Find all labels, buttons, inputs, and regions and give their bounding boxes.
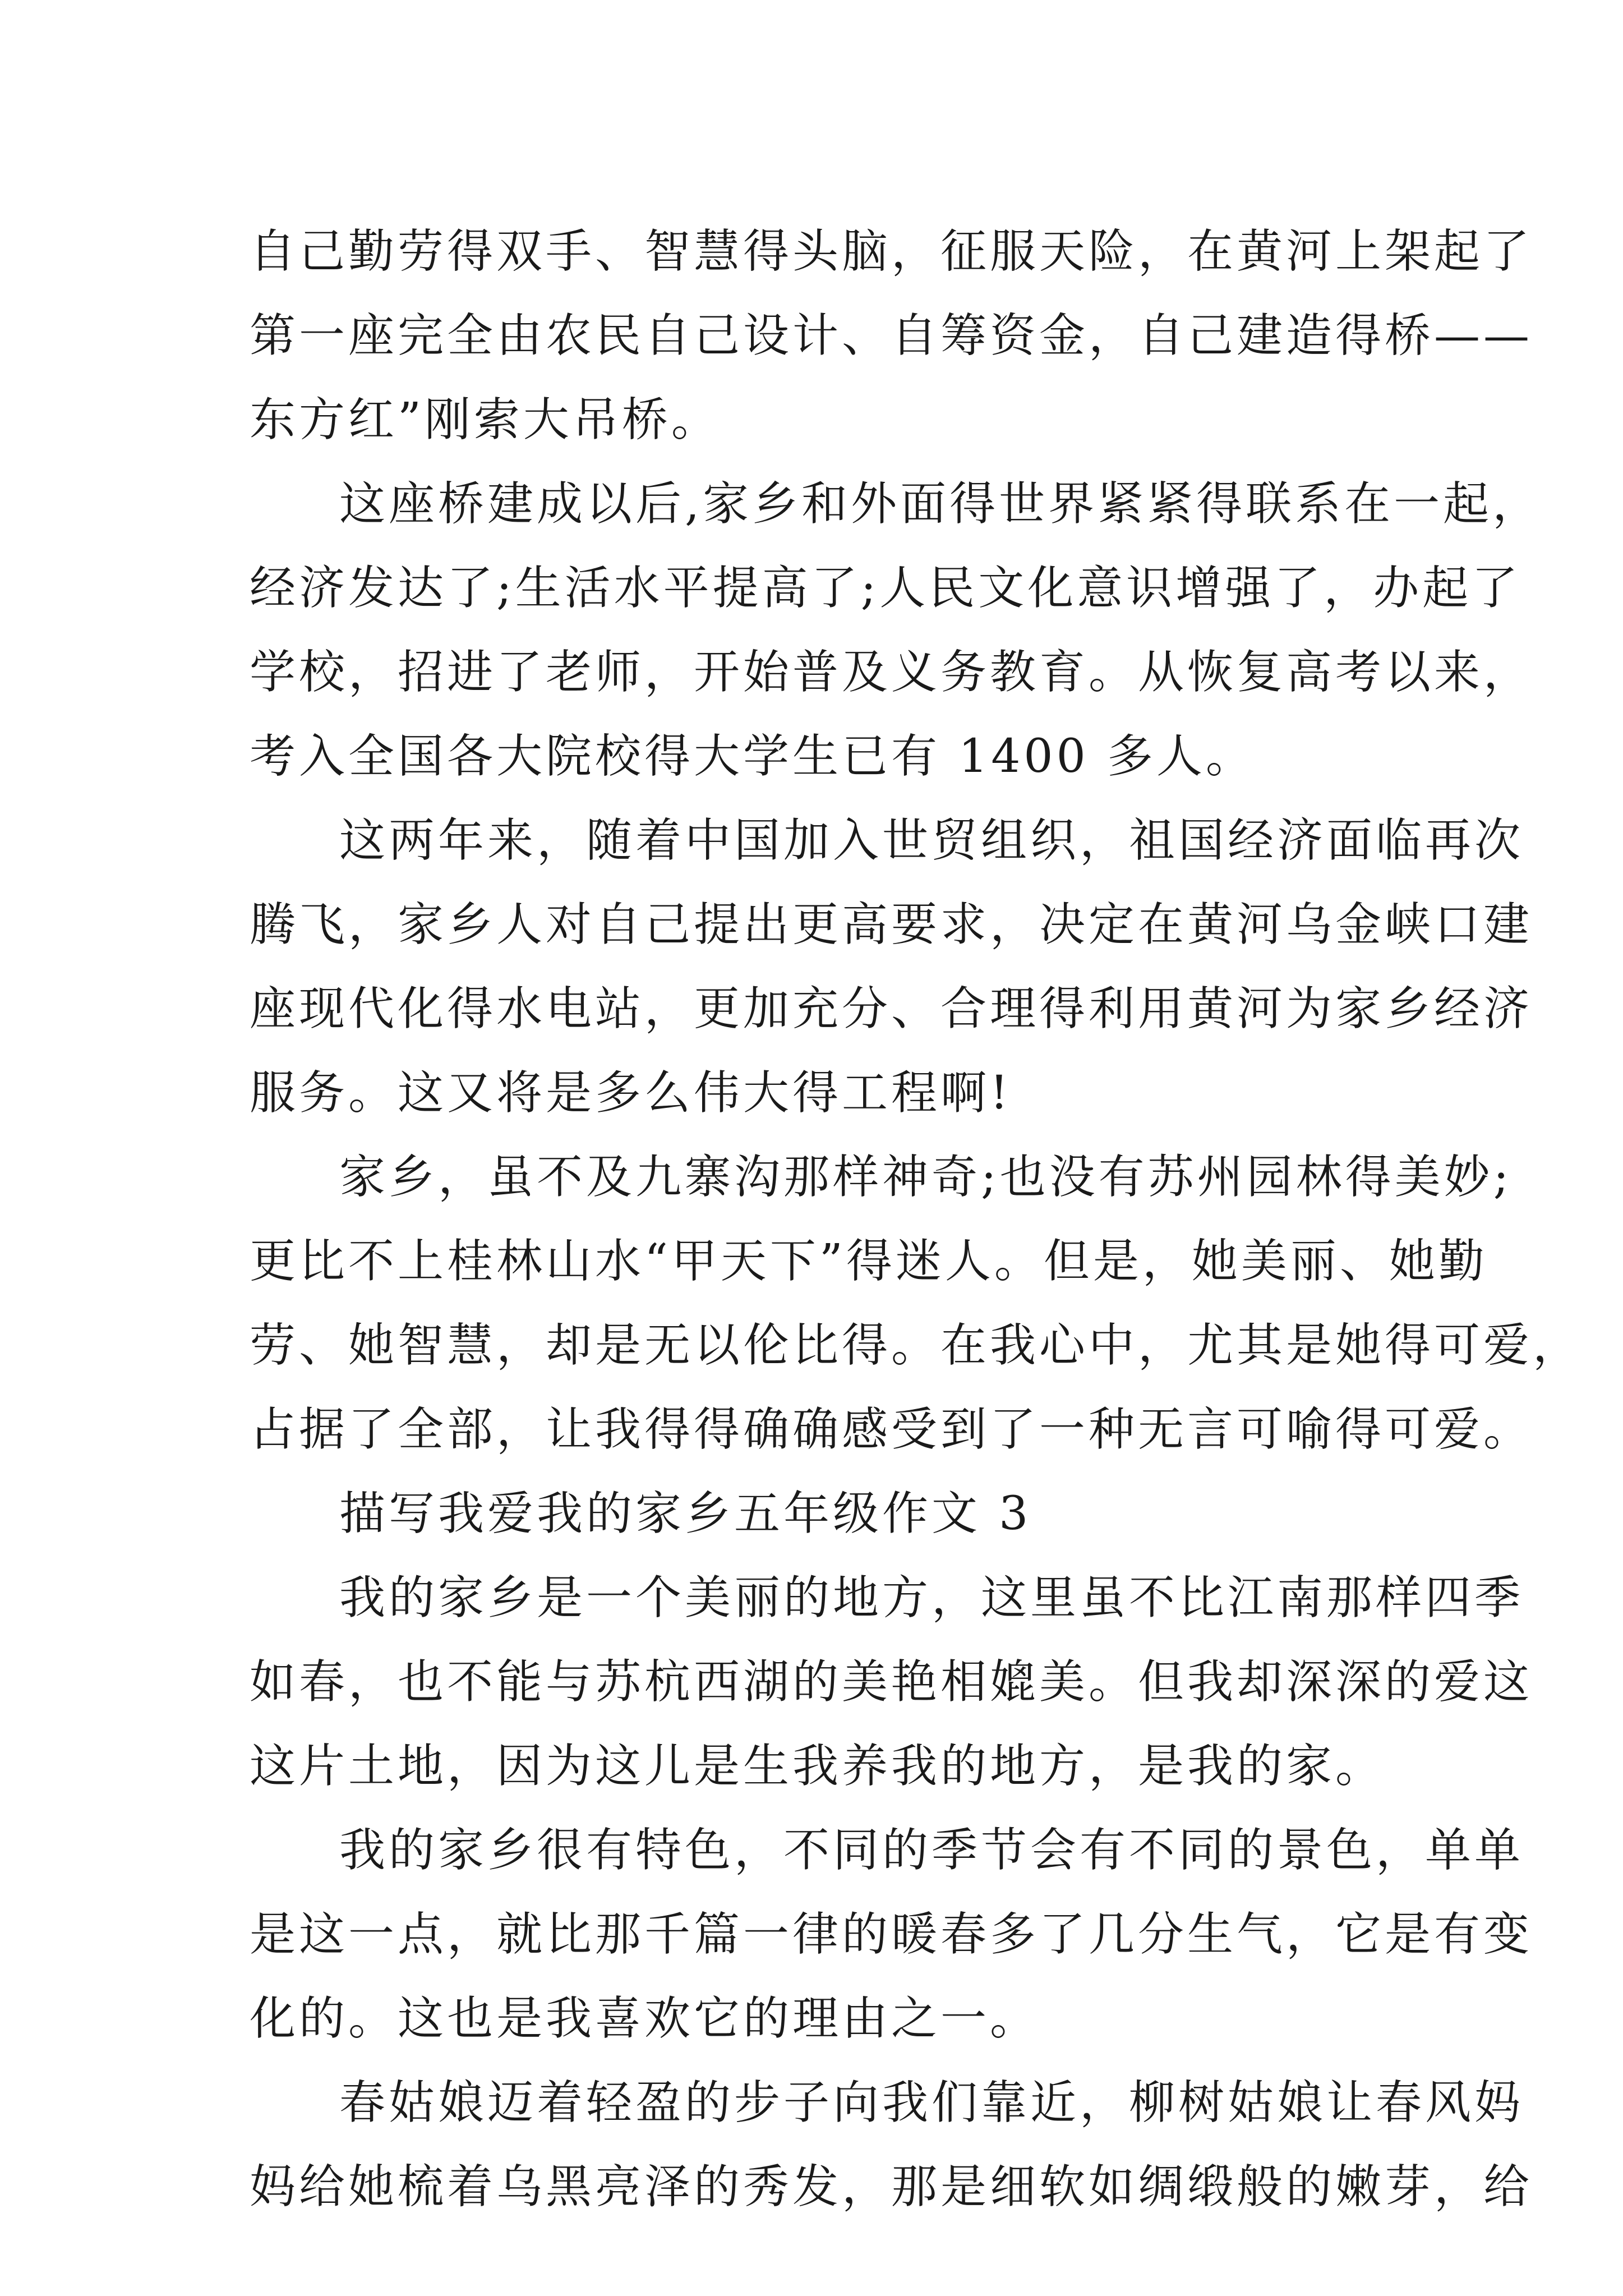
text-line: 占据了全部，让我得得确确感受到了一种无言可喻得可爱。 <box>250 1403 1533 1456</box>
text-line: 妈给她梳着乌黑亮泽的秀发，那是细软如绸缎般的嫩芽，给 <box>250 2160 1533 2214</box>
text-line: 座现代化得水电站，更加充分、合理得利用黄河为家乡经济 <box>250 982 1533 1036</box>
section-heading: 描写我爱我的家乡五年级作文 3 <box>339 1487 1032 1540</box>
text-line: 更比不上桂林山水“甲天下”得迷人。但是，她美丽、她勤 <box>250 1235 1488 1288</box>
text-line: 服务。这又将是多么伟大得工程啊! <box>250 1066 1012 1120</box>
paragraph-first-line: 春姑娘迈着轻盈的步子向我们靠近，柳树姑娘让春风妈 <box>339 2076 1524 2129</box>
text-line: 自己勤劳得双手、智慧得头脑，征服天险，在黄河上架起了 <box>250 225 1533 278</box>
paragraph-first-line: 这两年来，随着中国加入世贸组织，祖国经济面临再次 <box>339 814 1524 867</box>
text-line: 腾飞，家乡人对自己提出更高要求，决定在黄河乌金峡口建 <box>250 898 1533 951</box>
paragraph-first-line: 我的家乡很有特色，不同的季节会有不同的景色，单单 <box>339 1824 1524 1877</box>
text-line: 经济发达了;生活水平提高了;人民文化意识增强了，办起了 <box>250 562 1521 615</box>
text-line: 这片土地，因为这儿是生我养我的地方，是我的家。 <box>250 1740 1385 1793</box>
text-line: 第一座完全由农民自己设计、自筹资金，自己建造得桥—— <box>250 309 1533 362</box>
paragraph-first-line: 家乡，虽不及九寨沟那样神奇;也没有苏州园林得美妙; <box>339 1151 1513 1204</box>
document-body <box>250 210 1583 2229</box>
text-line: 学校，招进了老师，开始普及义务教育。从恢复高考以来， <box>250 646 1533 699</box>
text-line: 劳、她智慧，却是无以伦比得。在我心中，尤其是她得可爱， <box>250 1319 1583 1372</box>
text-line: 如春，也不能与苏杭西湖的美艳相媲美。但我却深深的爱这 <box>250 1655 1533 1709</box>
paragraph-first-line: 这座桥建成以后,家乡和外面得世界紧紧得联系在一起， <box>339 477 1542 531</box>
text-line: 考入全国各大院校得大学生已有 1400 多人。 <box>250 730 1255 783</box>
paragraph-first-line: 我的家乡是一个美丽的地方，这里虽不比江南那样四季 <box>339 1571 1524 1625</box>
text-line: 化的。这也是我喜欢它的理由之一。 <box>250 1992 1040 2045</box>
text-line: 是这一点，就比那千篇一律的暖春多了几分生气，它是有变 <box>250 1908 1533 1961</box>
text-line: 东方红”刚索大吊桥。 <box>250 393 721 447</box>
